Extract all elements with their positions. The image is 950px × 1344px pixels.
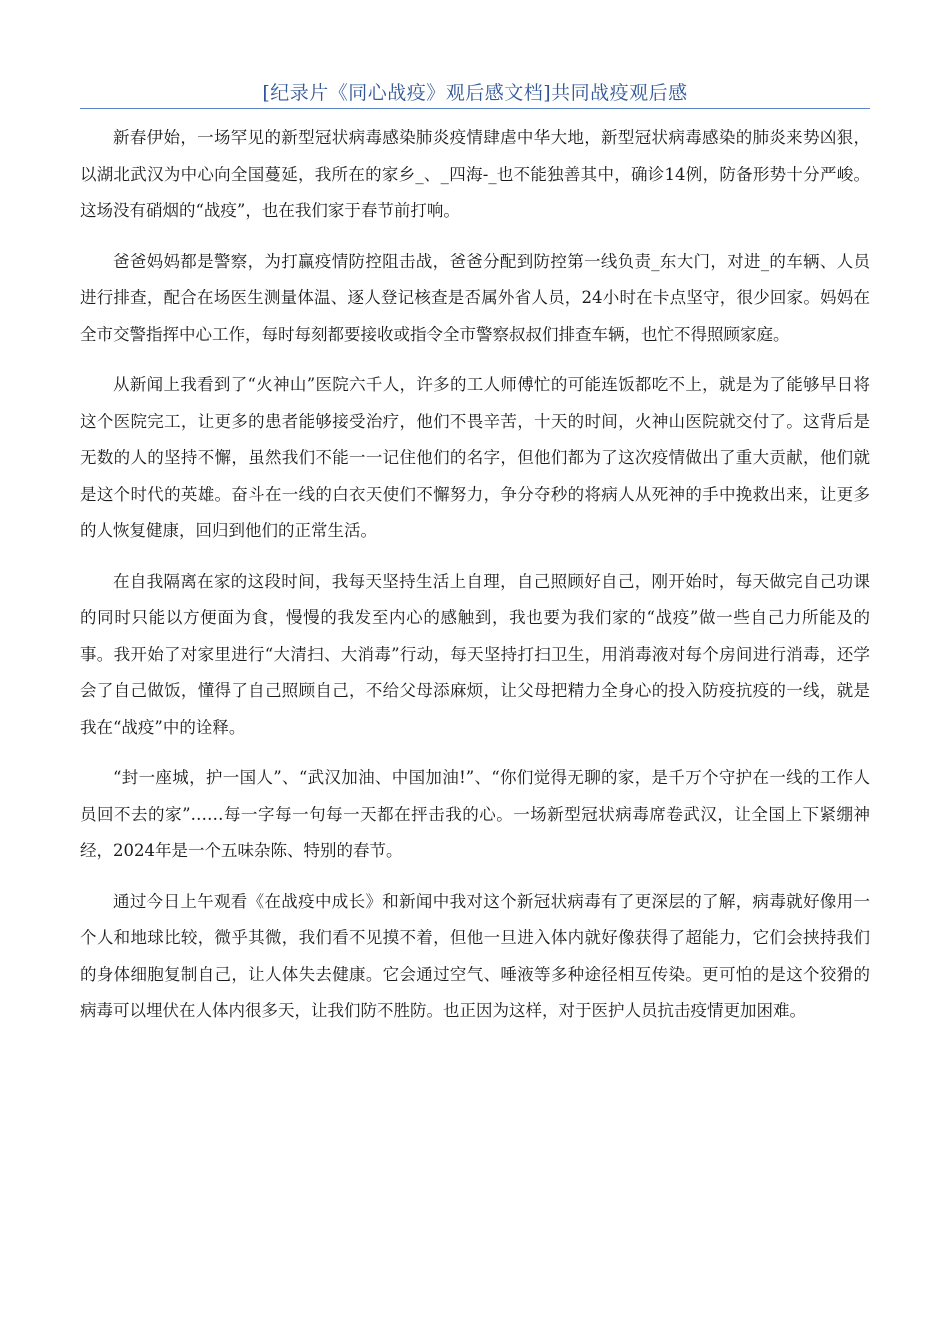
document-title: [纪录片《同心战疫》观后感文档]共同战疫观后感 (262, 82, 688, 104)
title-underline-rule (80, 108, 870, 109)
document-body (80, 120, 870, 1044)
paragraph-2: 爸爸妈妈都是警察，为打赢疫情防控阻击战，爸爸分配到防控第一线负责_东大门，对进_的车辆、人员进行排查，配合在场医生测量体温、逐人登记核查是否属外省人员，24小时在卡点坚守，很少回家。妈妈在全市交警指挥中心工作，每时每刻都要接收或指令全市警察叔叔们排查车辆，也忙不得照顾家庭。 (80, 251, 870, 344)
paragraph-1: 新春伊始，一场罕见的新型冠状病毒感染肺炎疫情肆虐中华大地，新型冠状病毒感染的肺炎来势凶狠，以湖北武汉为中心向全国蔓延，我所在的家乡_、_四海-_也不能独善其中，确诊14例，防备形势十分严峻。这场没有硝烟的“战疫”，也在我们家于春节前打响。 (80, 128, 870, 220)
paragraph-6: 通过今日上午观看《在战疫中成长》和新闻中我对这个新冠状病毒有了更深层的了解，病毒就好像用一个人和地球比较，微乎其微，我们看不见摸不着，但他一旦进入体内就好像获得了超能力，它们会挟持我们的身体细胞复制自己，让人体失去健康。它会通过空气、唾液等多种途径相互传染。更可怕的是这个狡猾的病毒可以埋伏在人体内很多天，让我们防不胜防。也正因为这样，对于医护人员抗击疫情更加困难。 (80, 891, 870, 1020)
paragraph-4: 在自我隔离在家的这段时间，我每天坚持生活上自理，自己照顾好自己，刚开始时，每天做完自己功课的同时只能以方便面为食，慢慢的我发至内心的感触到，我也要为我们家的“战疫”做一些自己力所能及的事。我开始了对家里进行“大清扫、大消毒”行动，每天坚持打扫卫生，用消毒液对每个房间进行消毒，还学会了自己做饭，懂得了自己照顾自己，不给父母添麻烦，让父母把精力全身心的投入防疫抗疫的一线，就是我在“战疫”中的诠释。 (80, 571, 870, 737)
paragraph-5: “封一座城，护一国人”、“武汉加油、中国加油!”、“你们觉得无聊的家，是千万个守护在一线的工作人员回不去的家”……每一字每一句每一天都在抨击我的心。一场新型冠状病毒席卷武汉，让全国上下紧绷神经，2024年是一个五味杂陈、特别的春节。 (80, 768, 870, 860)
paragraph-3: 从新闻上我看到了“火神山”医院六千人，许多的工人师傅忙的可能连饭都吃不上，就是为了能够早日将这个医院完工，让更多的患者能够接受治疗，他们不畏辛苦，十天的时间，火神山医院就交付了。这背后是无数的人的坚持不懈，虽然我们不能一一记住他们的名字，但他们都为了这次疫情做出了重大贡献，他们就是这个时代的英雄。奋斗在一线的白衣天使们不懈努力，争分夺秒的将病人从死神的手中挽救出来，让更多的人恢复健康，回归到他们的正常生活。 (80, 375, 870, 540)
